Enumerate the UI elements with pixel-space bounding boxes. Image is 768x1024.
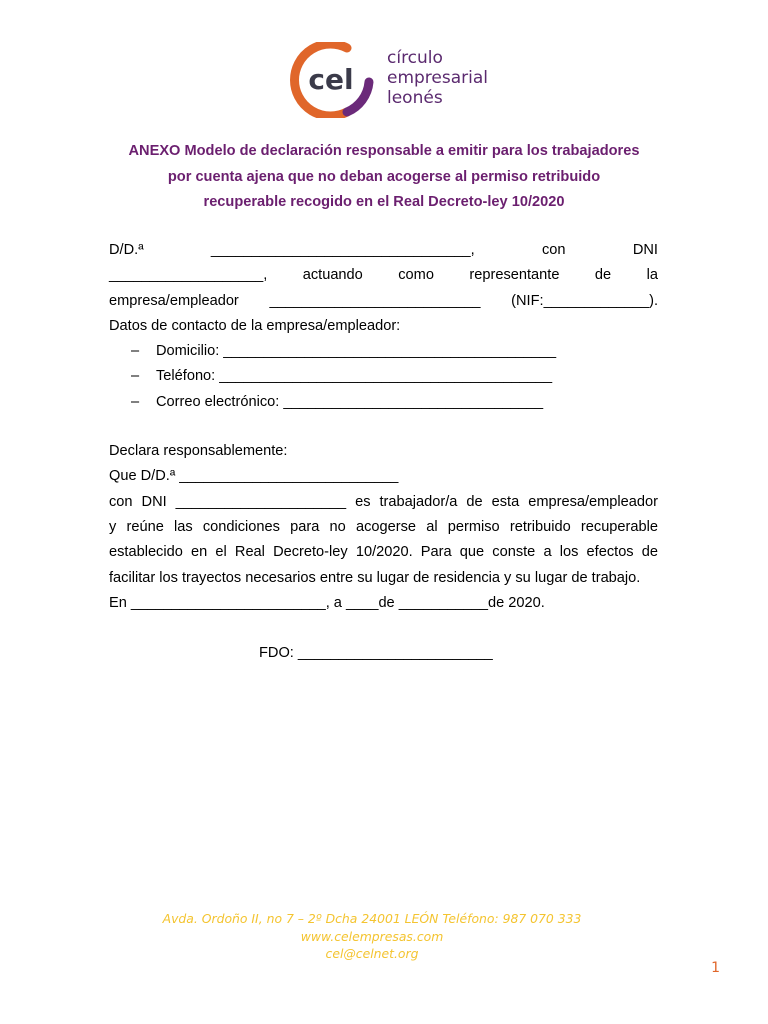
- document-body: [109, 238, 658, 666]
- body-line-2: ___________________, actuando como representante de la: [109, 267, 658, 284]
- contact-heading: Datos de contacto de la empresa/empleador:: [109, 317, 401, 334]
- footer-website[interactable]: www.celempresas.com: [300, 928, 444, 944]
- signature-line: FDO: ________________________: [259, 645, 493, 662]
- footer-email[interactable]: cel@celnet.org: [325, 946, 419, 961]
- spacer: [109, 415, 658, 439]
- logo-line-3: leonés: [387, 88, 443, 108]
- logo-line-1: círculo: [387, 48, 443, 68]
- body-line-3: empresa/empleador __________________________ (NIF:_____________).: [109, 292, 658, 309]
- contact-item-correo: – Correo electrónico: ________________________________: [131, 393, 544, 410]
- declara-heading: Declara responsablemente:: [109, 443, 288, 460]
- place-date-line: En ________________________, a ____de ___________de 2020.: [109, 594, 545, 611]
- document-title: [100, 139, 668, 216]
- footer: [0, 910, 744, 963]
- declaration-paragraph: y reúne las condiciones para no acogerse al permiso retribuido recuperable establecido en el Real Decreto-ley 10/2020. Para que conste a los efectos de facilitar los trayectos necesarios entre su lugar de residencia y su lugar de trabajo.: [109, 518, 658, 586]
- footer-address: Avda. Ordoño II, no 7 – 2º Dcha 24001 LEÓN Teléfono: 987 070 333: [162, 911, 582, 926]
- title-line-3: recuperable recogido en el Real Decreto-ley 10/2020: [203, 194, 565, 210]
- que-line: Que D/D.ª ___________________________: [109, 468, 399, 485]
- contact-item-domicilio: – Domicilio: _________________________________________: [131, 343, 557, 360]
- declaration-line-first: con DNI _____________________ es trabajador/a de esta empresa/empleador: [109, 493, 658, 510]
- title-line-2: por cuenta ajena que no deban acogerse al permiso retribuido: [167, 168, 601, 185]
- title-line-1: ANEXO Modelo de declaración responsable a emitir para los trabajadores: [128, 143, 640, 159]
- contact-item-telefono: – Teléfono: _________________________________________: [131, 368, 553, 385]
- contact-list: [109, 339, 658, 415]
- body-line-1: D/D.ª ________________________________, con DNI: [109, 242, 658, 258]
- page-number: 1: [711, 960, 720, 976]
- logo-line-2: empresarial: [387, 68, 489, 88]
- cel-logo: [285, 42, 489, 118]
- cel-logo-mark: [285, 42, 377, 118]
- logo-mark-text: cel: [308, 63, 354, 96]
- logo-wordmark: [387, 48, 488, 108]
